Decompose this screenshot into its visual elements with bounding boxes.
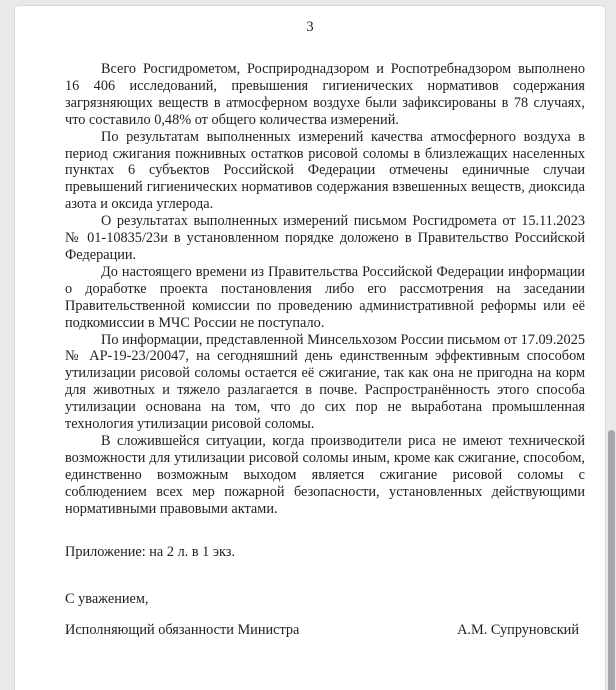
paragraph: В сложившейся ситуации, когда производители риса не имеют технической возможности для утилизации рисовой соломы иным, кроме как сжигание, способом, единственно возможным выходом является сжигание рисовой соломы с соблюдением всех мер пожарной безопасности, установленных действующими нормативными правовыми актами. (65, 432, 585, 517)
paragraph: Всего Росгидрометом, Росприроднадзором и Роспотребнадзором выполнено 16 406 исследований, превышения гигиенических нормативов содержания загрязняющих веществ в атмосферном воздухе были зафиксированы в 78 случаях, что составило 0,48% от общего количества измерений. (65, 61, 585, 128)
attachment-note: Приложение: на 2 л. в 1 экз. (65, 544, 236, 561)
page-number: 3 (306, 19, 314, 35)
paragraph: По результатам выполненных измерений качества атмосферного воздуха в период сжигания пожнивных остатков рисовой соломы в близлежащих населенных пунктах 6 субъектов Российской Федерации отмечены единичные случаи превышений гигиенических нормативов содержания взвешенных веществ, диоксида азота и оксида углерода. (65, 128, 585, 213)
scrollbar-track[interactable] (607, 0, 616, 690)
paragraph: До настоящего времени из Правительства Российской Федерации информации о доработке проекта постановления либо его рассмотрения на заседании Правительственной комиссии по проведению административной реформы или её подкомиссии в МЧС России не поступало. (65, 263, 585, 331)
paragraph: По информации, представленной Минсельхозом России письмом от 17.09.2025 № АР-19-23/20047, на сегодняшний день единственным эффективным способом утилизации рисовой соломы остается её сжигание, так как она не пригодна на корм для животных и тяжело разлагается в почве. Распространённость этого способа утилизации основана на том, что до сих пор не выработана промышленная технология утилизации рисовой соломы. (65, 331, 585, 433)
signer-name: А.М. Супруновский (457, 622, 579, 639)
signature-block (65, 622, 579, 639)
scrollbar-thumb[interactable] (608, 430, 615, 690)
letter-body (65, 61, 585, 517)
paragraph: О результатах выполненных измерений письмом Росгидромета от 15.11.2023 № 01-10835/23и в установленном порядке доложено в Правительство Российской Федерации. (65, 213, 585, 263)
document-page (14, 5, 606, 690)
closing-salutation: С уважением, (65, 591, 149, 608)
signer-title: Исполняющий обязанности Министра (65, 622, 300, 639)
